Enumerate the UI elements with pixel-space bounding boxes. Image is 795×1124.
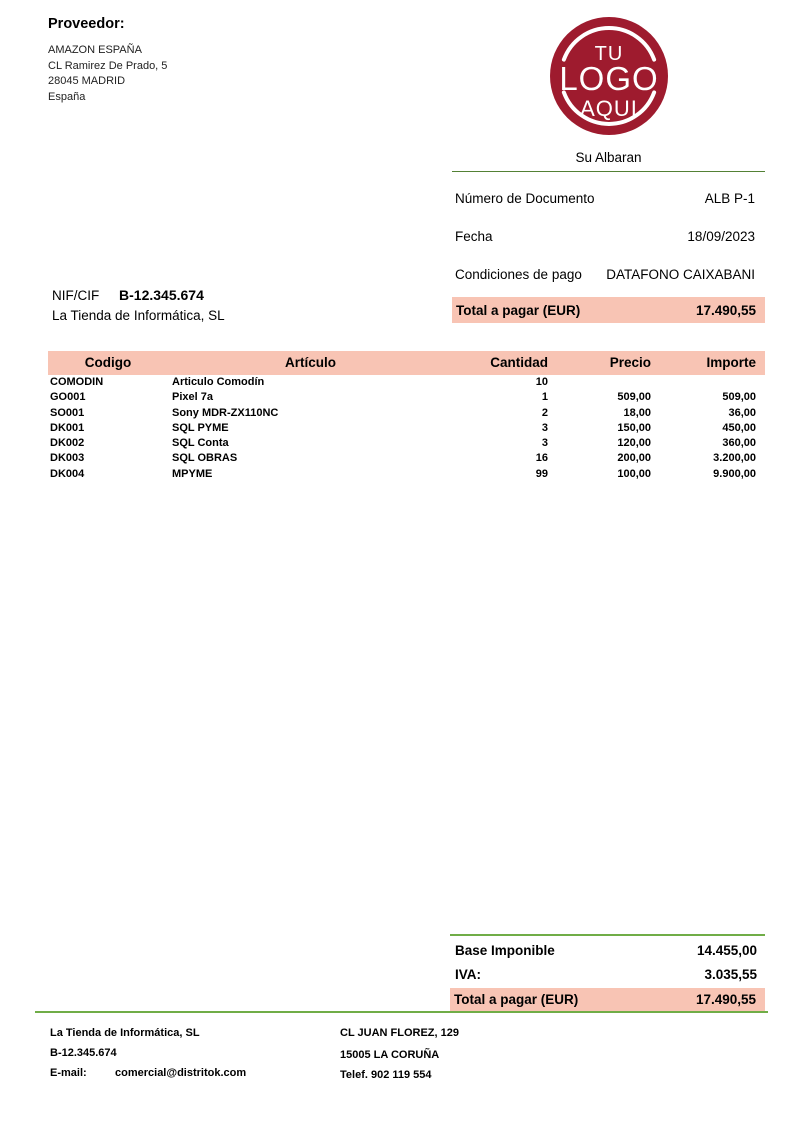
cell-articulo: SQL Conta [172, 437, 229, 450]
cell-importe: 3.200,00 [713, 452, 756, 465]
cell-cantidad: 2 [541, 406, 548, 419]
logo-text-tu: TU [594, 43, 624, 65]
cell-cantidad: 10 [535, 376, 548, 388]
footer-email-value: comercial@distritok.com [115, 1067, 247, 1079]
cell-articulo: Sony MDR-ZX110NC [172, 406, 279, 419]
document-date-value: 18/09/2023 [687, 229, 755, 244]
cell-codigo: DK004 [50, 467, 85, 480]
payment-terms-row [452, 267, 765, 282]
footer-address: CL JUAN FLOREZ, 129 [340, 1027, 459, 1039]
provider-label: Proveedor: [48, 16, 125, 32]
header-articulo: Artículo [284, 355, 336, 370]
base-imponible-label: Base Imponible [455, 943, 555, 958]
provider-address-street: CL Ramirez De Prado, 5 [48, 59, 168, 72]
customer-section [52, 286, 225, 325]
totals-top-divider [450, 934, 765, 936]
total-due-header-row [452, 297, 765, 323]
cell-articulo: MPYME [172, 467, 213, 480]
header-cantidad: Cantidad [490, 355, 548, 370]
payment-terms-label: Condiciones de pago [455, 267, 582, 282]
table-header [48, 351, 765, 375]
document-date-row [452, 229, 765, 244]
provider-address-city: 28045 MADRID [48, 75, 126, 87]
document-title: Su Albaran [452, 150, 765, 172]
cell-codigo: DK003 [50, 452, 85, 465]
footer-city: 15005 LA CORUÑA [340, 1049, 440, 1061]
cell-importe: 360,00 [722, 437, 756, 450]
provider-address-country: España [48, 90, 86, 103]
footer-divider [35, 1011, 768, 1013]
items-table [48, 351, 765, 482]
cell-importe: 9.900,00 [713, 467, 756, 480]
header-precio: Precio [609, 355, 651, 370]
cell-importe [658, 375, 765, 390]
iva-label: IVA: [455, 967, 481, 982]
provider-section [48, 16, 167, 105]
base-imponible-row [450, 943, 765, 958]
footer-company: La Tienda de Informática, SL [50, 1027, 200, 1039]
table-row [48, 375, 765, 390]
document-date-label: Fecha [455, 229, 493, 244]
document-number-value: ALB P-1 [704, 191, 755, 206]
cell-precio: 120,00 [617, 437, 651, 450]
cell-codigo: COMODIN [50, 376, 104, 388]
cell-precio: 509,00 [617, 391, 651, 404]
cell-cantidad: 99 [535, 467, 548, 480]
placeholder-logo [549, 14, 669, 138]
cell-precio [555, 375, 658, 390]
table-row [48, 451, 765, 466]
header-importe: Importe [706, 355, 756, 370]
footer-nif: B-12.345.674 [50, 1047, 117, 1059]
footer-email-label: E-mail: [50, 1067, 87, 1079]
cell-precio: 200,00 [617, 452, 651, 465]
table-row [48, 406, 765, 421]
cell-precio: 100,00 [617, 467, 651, 480]
cell-articulo: SQL OBRAS [172, 452, 238, 465]
cell-cantidad: 3 [541, 421, 548, 434]
cell-articulo: Articulo Comodín [172, 376, 265, 388]
table-row [48, 390, 765, 405]
cell-articulo: SQL PYME [172, 421, 229, 434]
total-due-footer-row [450, 988, 765, 1011]
customer-nif-line [52, 286, 225, 306]
cell-precio: 18,00 [623, 406, 651, 419]
customer-name: La Tienda de Informática, SL [52, 307, 225, 323]
total-due-label: Total a pagar (EUR) [456, 302, 581, 318]
document-number-row [452, 191, 765, 206]
cell-precio: 150,00 [617, 421, 651, 434]
header-codigo: Codigo [84, 355, 132, 370]
cell-cantidad: 16 [535, 452, 548, 465]
document-number-label: Número de Documento [455, 191, 595, 206]
cell-codigo: DK002 [50, 437, 85, 450]
cell-articulo: Pixel 7a [172, 391, 213, 404]
total-due-label: Total a pagar (EUR) [454, 992, 579, 1007]
footer-email-row [50, 1066, 246, 1080]
cell-importe: 36,00 [728, 406, 756, 419]
nif-label: NIF/CIF [52, 288, 100, 303]
cell-codigo: SO001 [50, 406, 85, 419]
cell-codigo: GO001 [50, 391, 86, 404]
provider-name: AMAZON ESPAÑA [48, 44, 142, 56]
logo-text-aqui: AQUI [580, 96, 638, 121]
table-row [48, 467, 765, 482]
total-due-value: 17.490,55 [695, 992, 756, 1007]
cell-codigo: DK001 [50, 421, 85, 434]
logo-text-logo: LOGO [559, 60, 659, 97]
total-due-value: 17.490,55 [695, 302, 756, 318]
iva-row [450, 967, 765, 982]
table-row [48, 436, 765, 451]
iva-value: 3.035,55 [704, 967, 757, 982]
cell-cantidad: 3 [541, 437, 548, 450]
payment-terms-value: DATAFONO CAIXABANI [606, 267, 755, 282]
footer-phone: Telef. 902 119 554 [340, 1069, 432, 1081]
cell-cantidad: 1 [541, 391, 548, 404]
nif-value: B-12.345.674 [119, 287, 204, 303]
table-row [48, 421, 765, 436]
cell-importe: 509,00 [722, 391, 756, 404]
cell-importe: 450,00 [722, 421, 756, 434]
base-imponible-value: 14.455,00 [696, 943, 757, 958]
